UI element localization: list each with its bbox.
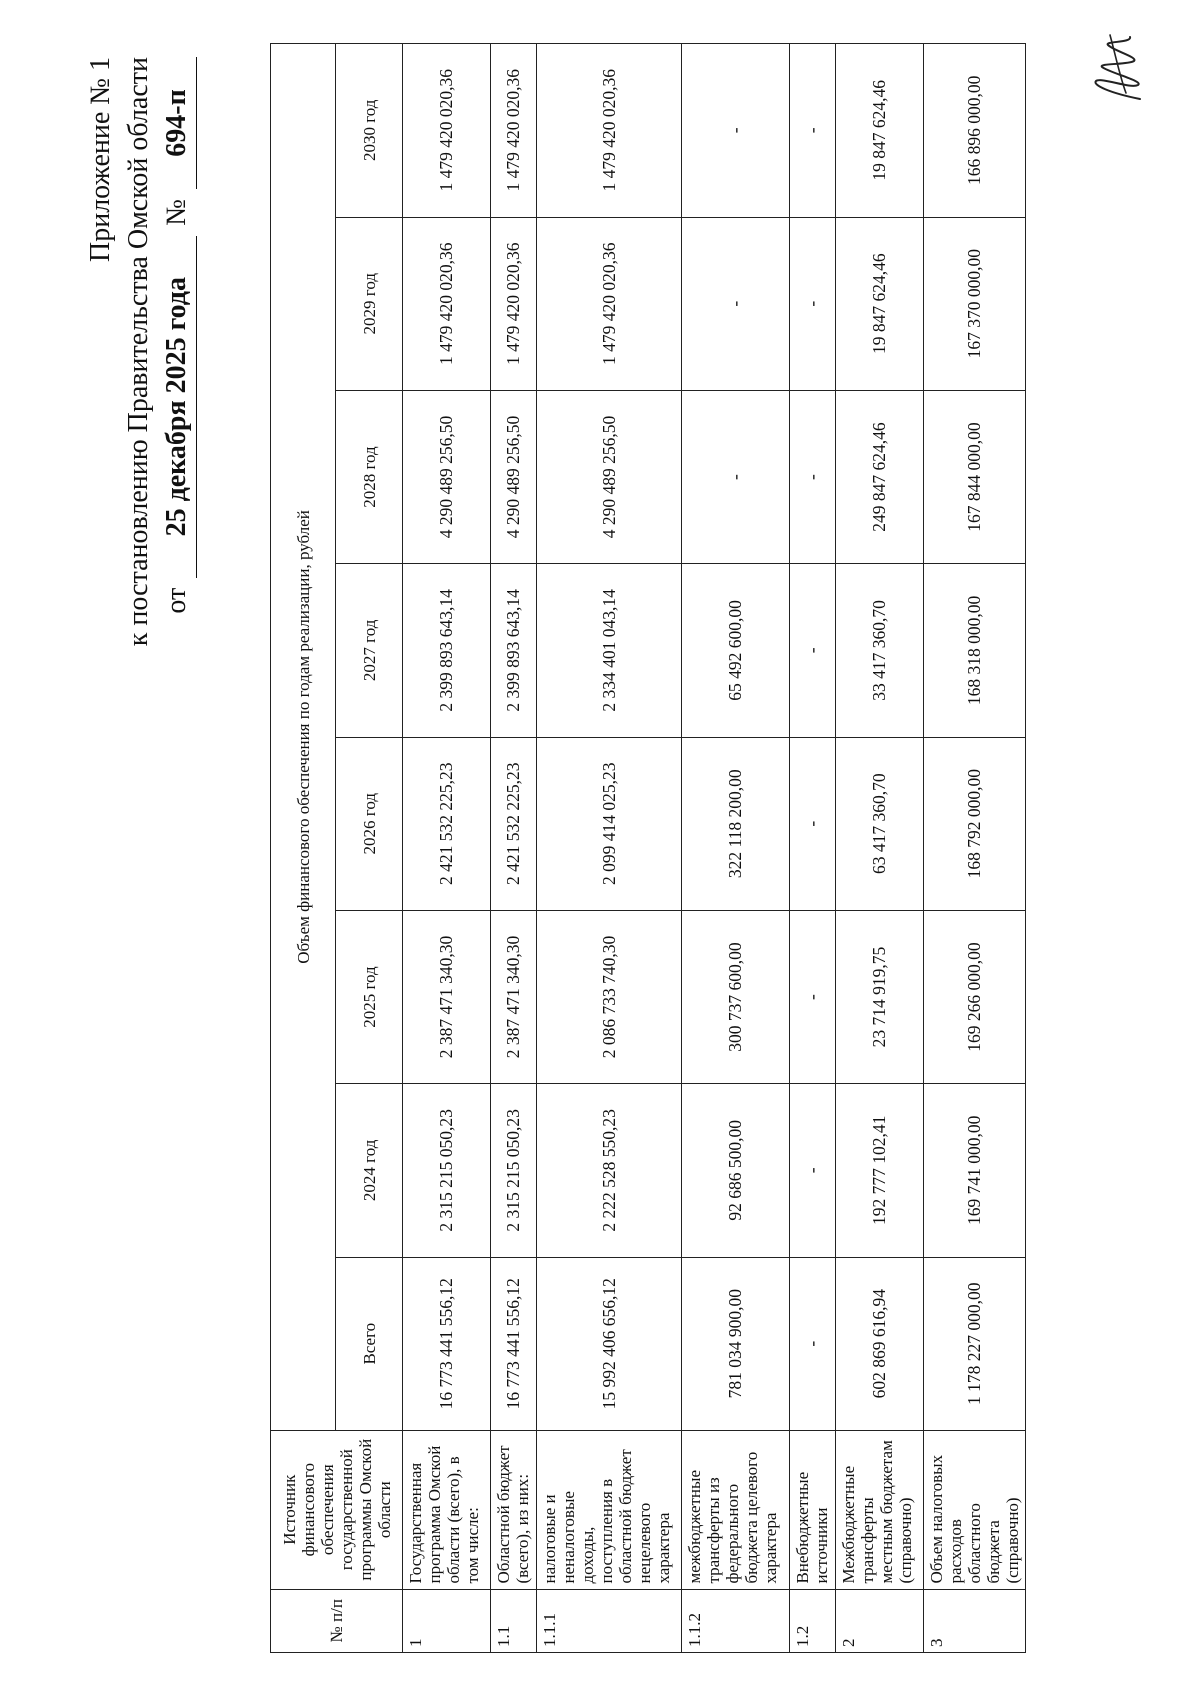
financing-volume-header: Объем финансового обеспечения по годам реализации, рублей xyxy=(271,44,336,1431)
value-cell: - xyxy=(790,910,836,1083)
value-cell: 2 222 528 550,23 xyxy=(537,1084,682,1257)
value-cell: - xyxy=(790,1257,836,1430)
row-number: 1 xyxy=(403,1589,491,1652)
row-number: 1.1.2 xyxy=(682,1589,790,1652)
value-cell: - xyxy=(790,564,836,737)
number-label: № xyxy=(161,199,192,226)
value-cell: - xyxy=(790,737,836,910)
row-source: Межбюджетные трансферты местным бюджетам (справочно) xyxy=(836,1430,924,1589)
row-number: 1.1.1 xyxy=(537,1589,682,1652)
value-cell: 1 479 420 020,36 xyxy=(491,217,537,390)
value-cell: 166 896 000,00 xyxy=(924,44,1026,218)
value-cell: 4 290 489 256,50 xyxy=(537,390,682,563)
table-row xyxy=(790,44,836,1653)
value-cell: 169 266 000,00 xyxy=(924,910,1026,1083)
table-row xyxy=(537,44,682,1653)
value-cell: 2 421 532 225,23 xyxy=(491,737,537,910)
row-number: 1.1 xyxy=(491,1589,537,1652)
from-label: от xyxy=(161,587,192,614)
year-header: 2026 год xyxy=(336,737,403,910)
handwritten-signature xyxy=(1080,27,1160,107)
row-source: Областной бюджет (всего), из них: xyxy=(491,1430,537,1589)
financing-table xyxy=(270,43,1026,1653)
value-cell: 1 479 420 020,36 xyxy=(403,44,491,218)
value-cell: 16 773 441 556,12 xyxy=(491,1257,537,1430)
value-cell: 2 334 401 043,14 xyxy=(537,564,682,737)
value-cell: 192 777 102,41 xyxy=(836,1084,924,1257)
value-cell: 1 479 420 020,36 xyxy=(537,44,682,218)
financing-table-container xyxy=(270,43,1026,1653)
value-cell: 2 421 532 225,23 xyxy=(403,737,491,910)
value-cell: 167 370 000,00 xyxy=(924,217,1026,390)
value-cell: 781 034 900,00 xyxy=(682,1257,790,1430)
value-cell: - xyxy=(682,217,790,390)
value-cell: 2 099 414 025,23 xyxy=(537,737,682,910)
year-header: 2025 год xyxy=(336,910,403,1083)
value-cell: - xyxy=(682,44,790,218)
row-number: 3 xyxy=(924,1589,1026,1652)
value-cell: 2 086 733 740,30 xyxy=(537,910,682,1083)
value-cell: 15 992 406 656,12 xyxy=(537,1257,682,1430)
year-header: 2029 год xyxy=(336,217,403,390)
value-cell: 4 290 489 256,50 xyxy=(403,390,491,563)
header-row-years xyxy=(336,44,403,1653)
value-cell: 168 318 000,00 xyxy=(924,564,1026,737)
value-cell: 300 737 600,00 xyxy=(682,910,790,1083)
appendix-title: Приложение № 1 xyxy=(85,57,116,262)
header-row-1 xyxy=(271,44,336,1653)
value-cell: 1 178 227 000,00 xyxy=(924,1257,1026,1430)
value-cell: 2 399 893 643,14 xyxy=(403,564,491,737)
value-cell: 2 315 215 050,23 xyxy=(403,1084,491,1257)
value-cell: 19 847 624,46 xyxy=(836,217,924,390)
value-cell: - xyxy=(790,390,836,563)
value-cell: 1 479 420 020,36 xyxy=(537,217,682,390)
year-header: 2028 год xyxy=(336,390,403,563)
year-header: 2024 год xyxy=(336,1084,403,1257)
value-cell: 63 417 360,70 xyxy=(836,737,924,910)
value-cell: 23 714 919,75 xyxy=(836,910,924,1083)
value-cell: 322 118 200,00 xyxy=(682,737,790,910)
value-cell: 33 417 360,70 xyxy=(836,564,924,737)
decree-reference: к постановлению Правительства Омской области xyxy=(123,57,154,647)
row-source: межбюджетные трансферты из федерального бюджета целевого характера xyxy=(682,1430,790,1589)
row-number: 1.2 xyxy=(790,1589,836,1652)
value-cell: 16 773 441 556,12 xyxy=(403,1257,491,1430)
document-header xyxy=(82,57,197,737)
value-cell: 167 844 000,00 xyxy=(924,390,1026,563)
value-cell: 602 869 616,94 xyxy=(836,1257,924,1430)
value-cell: 168 792 000,00 xyxy=(924,737,1026,910)
value-cell: 92 686 500,00 xyxy=(682,1084,790,1257)
value-cell: - xyxy=(790,217,836,390)
table-row xyxy=(924,44,1026,1653)
year-header: Всего xyxy=(336,1257,403,1430)
row-source: Внебюджетные источники xyxy=(790,1430,836,1589)
table-row xyxy=(491,44,537,1653)
decree-number: 694-п xyxy=(158,57,197,189)
value-cell: 65 492 600,00 xyxy=(682,564,790,737)
value-cell: 1 479 420 020,36 xyxy=(491,44,537,218)
value-cell: 1 479 420 020,36 xyxy=(403,217,491,390)
table-row xyxy=(682,44,790,1653)
decree-date-number xyxy=(158,57,197,737)
value-cell: 2 387 471 340,30 xyxy=(491,910,537,1083)
value-cell: - xyxy=(682,390,790,563)
row-source: налоговые и неналоговые доходы, поступления в областной бюджет нецелевого характера xyxy=(537,1430,682,1589)
row-source: Объем налоговых расходов областного бюджета (справочно) xyxy=(924,1430,1026,1589)
value-cell: 2 387 471 340,30 xyxy=(403,910,491,1083)
col-no-header: № п/п xyxy=(271,1589,403,1652)
value-cell: - xyxy=(790,44,836,218)
year-header: 2027 год xyxy=(336,564,403,737)
value-cell: 2 399 893 643,14 xyxy=(491,564,537,737)
value-cell: - xyxy=(790,1084,836,1257)
value-cell: 2 315 215 050,23 xyxy=(491,1084,537,1257)
value-cell: 249 847 624,46 xyxy=(836,390,924,563)
col-source-header: Источник финансового обеспечения государственной программы Омской области xyxy=(271,1430,403,1589)
year-header: 2030 год xyxy=(336,44,403,218)
value-cell: 169 741 000,00 xyxy=(924,1084,1026,1257)
value-cell: 4 290 489 256,50 xyxy=(491,390,537,563)
table-row xyxy=(836,44,924,1653)
table-row xyxy=(403,44,491,1653)
decree-date: 25 декабря 2025 года xyxy=(158,236,197,578)
row-source: Государственная программа Омской области (всего), в том числе: xyxy=(403,1430,491,1589)
row-number: 2 xyxy=(836,1589,924,1652)
value-cell: 19 847 624,46 xyxy=(836,44,924,218)
